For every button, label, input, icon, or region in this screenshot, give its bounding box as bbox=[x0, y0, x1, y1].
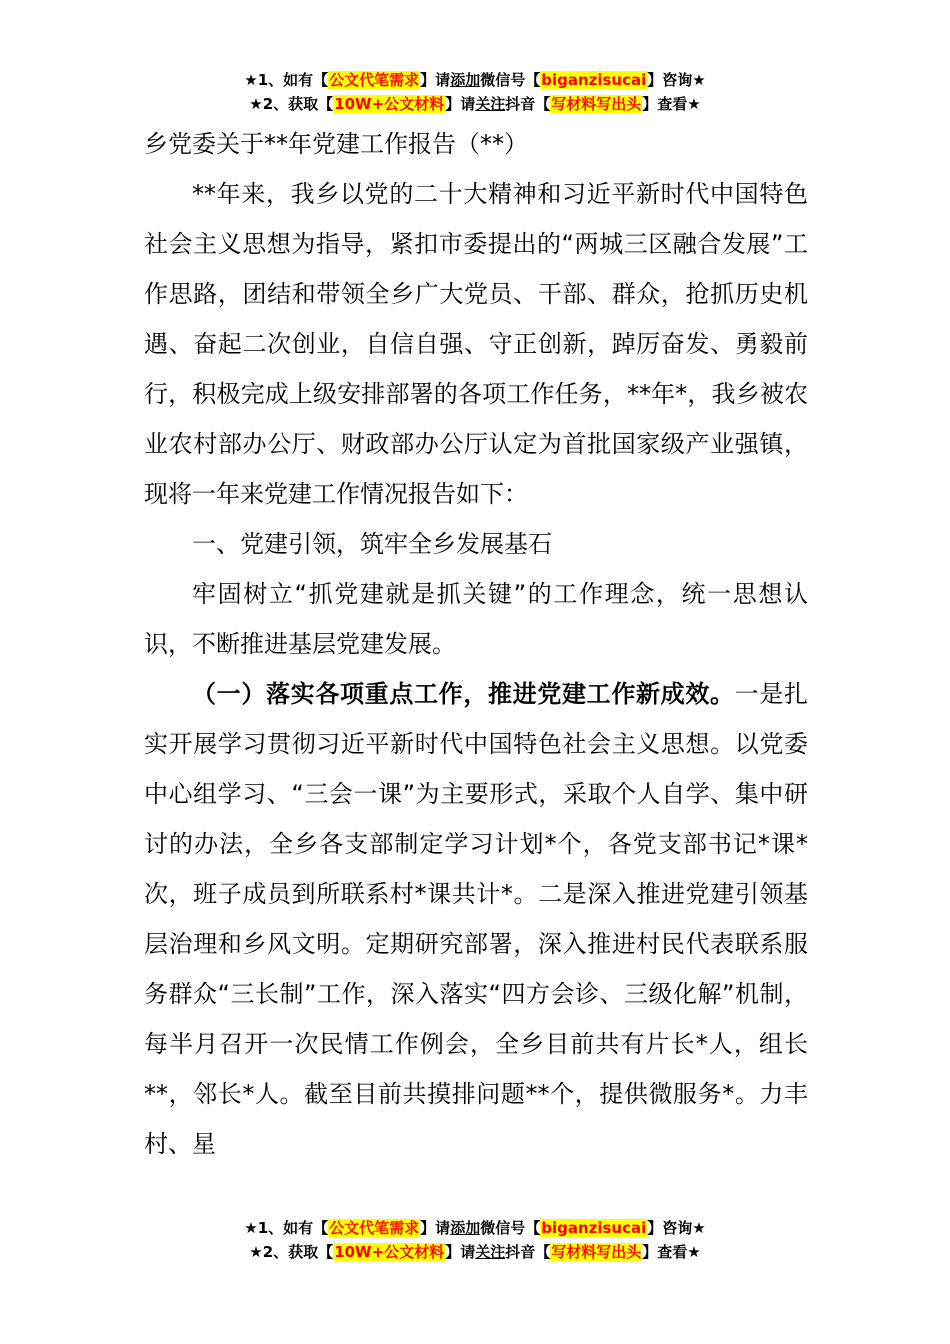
promo-text: 】咨询★ bbox=[647, 1219, 706, 1237]
promo-text: 】查看★ bbox=[642, 1243, 701, 1261]
section-heading: 一、党建引领，筑牢全乡发展基石 bbox=[192, 530, 552, 558]
promo-highlight: 公文代笔需求 bbox=[329, 71, 420, 89]
promo-text: 】请 bbox=[420, 71, 451, 89]
paragraph-section-intro: 牢固树立“抓党建就是抓关键”的工作理念，统一思想认识，不断推进基层党建发展。 bbox=[144, 580, 808, 658]
promo-text: ★2、获取【 bbox=[249, 95, 334, 113]
paragraph-intro: **年来，我乡以党的二十大精神和习近平新时代中国特色社会主义思想为指导，紧扣市委提出的“两城三区融合发展”工作思路，团结和带领全乡广大党员、干部、群众，抢抓历史机遇、奋起二次创业，自信自强、守正创新，踔厉奋发、勇毅前行，积极完成上级安排部署的各项工作任务，**年*，我乡被农业农村部办公厅、财政部办公厅认定为首批国家级产业强镇，现将一年来党建工作情况报告如下： bbox=[144, 180, 808, 508]
subsection-heading: （一）落实各项重点工作，推进党建工作新成效。 bbox=[192, 680, 735, 708]
promo-text: 】请 bbox=[445, 95, 476, 113]
promo-text: 微信号【 bbox=[480, 71, 541, 89]
promo-line-1 bbox=[0, 68, 950, 92]
promo-text: 】请 bbox=[445, 1243, 476, 1261]
document-title: 乡党委关于**年党建工作报告（**） bbox=[144, 130, 528, 158]
promo-line-1 bbox=[0, 1216, 950, 1240]
promo-underlined: 添加 bbox=[450, 1219, 481, 1237]
subsection-body: 一是扎实开展学习贯彻习近平新时代中国特色社会主义思想。以党委中心组学习、“三会一课”为主要形式，采取个人自学、集中研讨的办法，全乡各支部制定学习计划*个，各党支部书记*课*次，班子成员到所联系村*课共计*。二是深入推进党建引领基层治理和乡风文明。定期研究部署，深入推进村民代表联系服务群众“三长制”工作，深入落实“四方会诊、三级化解”机制，每半月召开一次民情工作例会，全乡目前共有片长*人，组长**，邻长*人。截至目前共摸排问题**个，提供微服务*。力丰村、星 bbox=[144, 680, 809, 1158]
promo-text: 抖音【 bbox=[505, 1243, 551, 1261]
top-promo-banner bbox=[0, 68, 950, 116]
promo-text: ★2、获取【 bbox=[249, 1243, 334, 1261]
promo-highlight: 10W+公文材料 bbox=[334, 1243, 445, 1261]
promo-highlight: 写材料写出头 bbox=[551, 95, 642, 113]
promo-underlined: 关注 bbox=[475, 95, 506, 113]
promo-underlined: 关注 bbox=[475, 1243, 506, 1261]
promo-text: ★1、如有【 bbox=[244, 1219, 329, 1237]
promo-line-2 bbox=[0, 1240, 950, 1264]
promo-text: 微信号【 bbox=[480, 1219, 541, 1237]
promo-highlight: biganzisucai bbox=[541, 71, 647, 89]
bottom-promo-banner bbox=[0, 1216, 950, 1264]
promo-highlight: biganzisucai bbox=[541, 1219, 647, 1237]
promo-text: 】请 bbox=[420, 1219, 451, 1237]
promo-highlight: 10W+公文材料 bbox=[334, 95, 445, 113]
promo-highlight: 公文代笔需求 bbox=[329, 1219, 420, 1237]
promo-text: 抖音【 bbox=[505, 95, 551, 113]
promo-underlined: 添加 bbox=[450, 71, 481, 89]
paragraph-subsection bbox=[144, 669, 808, 1169]
promo-highlight: 写材料写出头 bbox=[551, 1243, 642, 1261]
promo-line-2 bbox=[0, 92, 950, 116]
promo-text: ★1、如有【 bbox=[244, 71, 329, 89]
promo-text: 】咨询★ bbox=[647, 71, 706, 89]
document-body bbox=[144, 169, 808, 1169]
promo-text: 】查看★ bbox=[642, 95, 701, 113]
